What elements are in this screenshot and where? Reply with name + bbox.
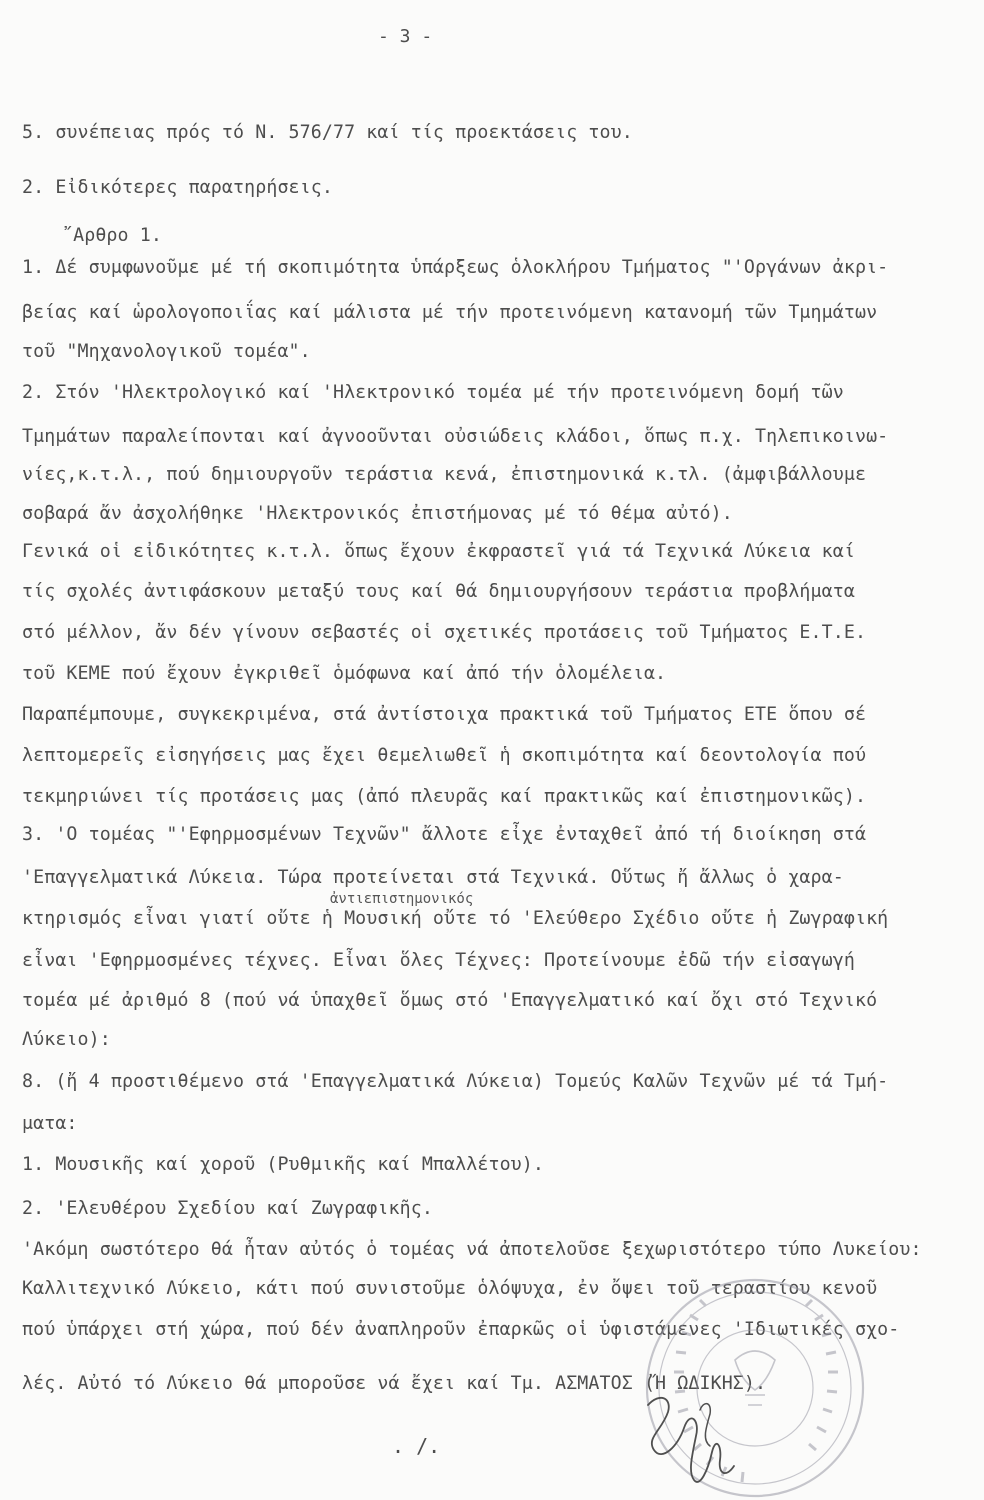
text-line: 1. Δέ συμφωνοῦμε μέ τή σκοπιμότητα ὑπάρξεως ὁλοκλήρου Τμήματος "'Οργάνων ἀκρι-	[22, 257, 889, 278]
text-line: λεπτομερεῖς εἰσηγήσεις μας ἔχει θεμελιωθεῖ ἡ σκοπιμότητα καί δεοντολογία πού	[22, 745, 867, 766]
text-line: τοῦ "Μηχανολογικοῦ τομέα".	[22, 341, 311, 362]
text-line: κτηρισμός εἶναι γιατί οὔτε ἡ Μουσική οὔτε τό 'Ελεύθερο Σχέδιο οὔτε ἡ Ζωγραφική	[22, 908, 889, 929]
text-line: βείας καί ὡρολογοποιΐας καί μάλιστα μέ τήν προτεινόμενη κατανομή τῶν Τμημάτων	[22, 302, 878, 323]
text-line: Γενικά οἱ εἰδικότητες κ.τ.λ. ὅπως ἔχουν ἐκφραστεῖ γιά τά Τεχνικά Λύκεια καί	[22, 541, 855, 562]
text-line: τομέα μέ ἀριθμό 8 (πού νά ὑπαχθεῖ ὅμως στό 'Επαγγελματικό καί ὄχι στό Τεχνικό	[22, 990, 878, 1011]
text-line: 5. συνέπειας πρός τό Ν. 576/77 καί τίς προεκτάσεις του.	[22, 122, 633, 143]
text-line: σοβαρά ἄν ἀσχολήθηκε 'Ηλεκτρονικός ἐπιστήμονας μέ τό θέμα αὐτό).	[22, 503, 733, 524]
text-line: τεκμηριώνει τίς προτάσεις μας (ἀπό πλευρᾶς καί πρακτικῶς καί ἐπιστημονικῶς).	[22, 786, 867, 807]
text-line: Τμημάτων παραλείπονται καί ἀγνοοῦνται οὐσιώδεις κλάδοι, ὅπως π.χ. Τηλεπικοινω-	[22, 426, 889, 447]
text-line: 'Ακόμη σωστότερο θά ἦταν αὐτός ὁ τομέας νά ἀποτελοῦσε ξεχωριστότερο τύπο Λυκείου:	[22, 1239, 922, 1260]
text-line: 2. Εἰδικότερες παρατηρήσεις.	[22, 177, 333, 198]
text-line: ματα:	[22, 1113, 78, 1134]
text-line: εἶναι 'Εφηρμοσμένες τέχνες. Εἶναι ὅλες Τέχνες: Προτείνουμε ἐδῶ τήν εἰσαγωγή	[22, 950, 855, 971]
text-line: Λύκειο):	[22, 1029, 111, 1050]
text-line: 'Επαγγελματικά Λύκεια. Τώρα προτείνεται στά Τεχνικά. Οὕτως ἤ ἄλλως ὁ χαρα-	[22, 867, 844, 888]
text-line: τοῦ ΚΕΜΕ πού ἔχουν ἐγκριθεῖ ὁμόφωνα καί ἀπό τήν ὁλομέλεια.	[22, 663, 667, 684]
text-line: 2. Στόν 'Ηλεκτρολογικό καί 'Ηλεκτρονικό τομέα μέ τήν προτεινόμενη δομή τῶν	[22, 382, 844, 403]
signature	[648, 1398, 734, 1482]
continuation-mark: . /.	[392, 1434, 441, 1458]
text-line: λές. Αὐτό τό Λύκειο θά μποροῦσε νά ἔχει καί Τμ. ΑΣΜΑΤΟΣ (Ἤ ΩΔΙΚΗΣ).	[22, 1373, 767, 1394]
text-line: στό μέλλον, ἄν δέν γίνουν σεβαστές οἱ σχετικές προτάσεις τοῦ Τμήματος Ε.Τ.Ε.	[22, 622, 867, 643]
text-line: τίς σχολές ἀντιφάσκουν μεταξύ τους καί θά δημιουργήσουν τεράστια προβλήματα	[22, 581, 855, 602]
text-line: 8. (ἤ 4 προστιθέμενο στά 'Επαγγελματικά Λύκεια) Τομεύς Καλῶν Τεχνῶν μέ τά Τμή-	[22, 1071, 889, 1092]
text-line: πού ὑπάρχει στή χώρα, πού δέν ἀναπληροῦν ἐπαρκῶς οἱ ὑφιστάμενες 'Ιδιωτικές σχο-	[22, 1319, 900, 1340]
page-number: - 3 -	[378, 26, 433, 47]
text-line: 2. 'Ελευθέρου Σχεδίου καί Ζωγραφικῆς.	[22, 1198, 433, 1219]
typed-insertion: ἀντιεπιστημονικός	[330, 891, 474, 907]
text-line: νίες,κ.τ.λ., πού δημιουργοῦν τεράστια κενά, ἐπιστημονικά κ.τλ. (ἀμφιβάλλουμε	[22, 464, 867, 485]
text-line: Παραπέμπουμε, συγκεκριμένα, στά ἀντίστοιχα πρακτικά τοῦ Τμήματος ΕΤΕ ὅπου σέ	[22, 704, 867, 725]
text-line: 3. 'Ο τομέας "'Εφηρμοσμένων Τεχνῶν" ἄλλοτε εἶχε ἐνταχθεῖ ἀπό τή διοίκηση στά	[22, 824, 867, 845]
article-heading: ῎Αρθρο 1.	[62, 225, 162, 246]
text-line: Καλλιτεχνικό Λύκειο, κάτι πού συνιστοῦμε ὁλόψυχα, ἐν ὄψει τοῦ τεραστίου κενοῦ	[22, 1278, 878, 1299]
text-line: 1. Μουσικῆς καί χοροῦ (Ρυθμικῆς καί Μπαλλέτου).	[22, 1154, 544, 1175]
